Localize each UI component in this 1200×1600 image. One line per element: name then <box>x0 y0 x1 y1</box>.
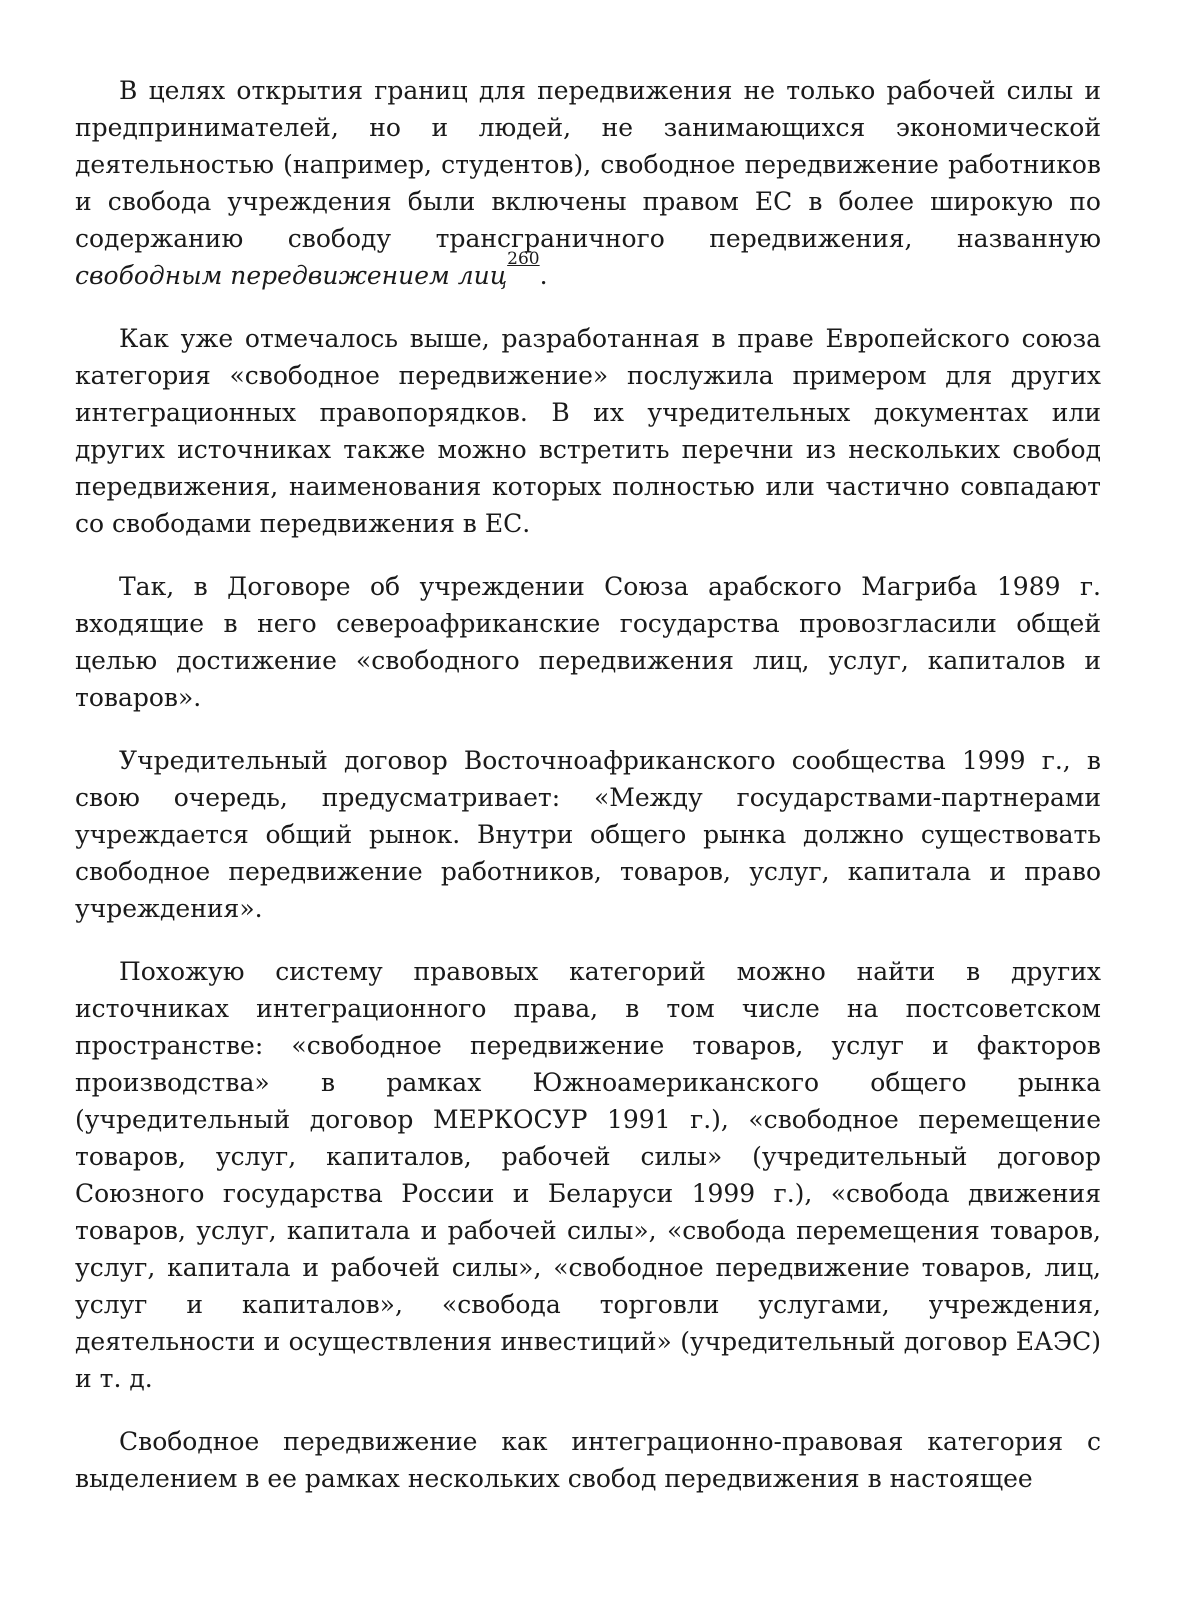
paragraph-4: Учредительный договор Восточноафриканского сообщества 1999 г., в свою очередь, предусматривает: «Между государствами-партнерами учреждается общий рынок. Внутри общего рынка должно существовать свободное передвижение работников, товаров, услуг, капитала и право учреждения». <box>75 746 1101 923</box>
document-page <box>75 72 1101 1497</box>
paragraph-1 <box>75 72 1101 294</box>
paragraph-3: Так, в Договоре об учреждении Союза арабского Магриба 1989 г. входящие в него североафриканские государства провозгласили общей целью достижение «свободного передвижения лиц, услуг, капиталов и товаров». <box>75 572 1101 712</box>
paragraph-6: Свободное передвижение как интеграционно-правовая категория с выделением в ее рамках нескольких свобод передвижения в настоящее <box>75 1427 1101 1493</box>
paragraph-1-text: В целях открытия границ для передвижения не только рабочей силы и предпринимателей, но и людей, не занимающихся экономической деятельностью (например, студентов), свободное передвижение работников и свобода учреждения были включены правом ЕС в более широкую по содержанию свободу трансграничного передвижения, названную <box>75 76 1101 253</box>
paragraph-5: Похожую систему правовых категорий можно найти в других источниках интеграционного права, в том числе на постсоветском пространстве: «свободное передвижение товаров, услуг и факторов производства» в рамках Южноамериканского общего рынка (учредительный договор МЕРКОСУР 1991 г.), «свободное перемещение товаров, услуг, капиталов, рабочей силы» (учредительный договор Союзного государства России и Беларуси 1999 г.), «свобода движения товаров, услуг, капитала и рабочей силы», «свобода перемещения товаров, услуг, капитала и рабочей силы», «свободное передвижение товаров, лиц, услуг и капиталов», «свобода торговли услугами, учреждения, деятельности и осуществления инвестиций» (учредительный договор ЕАЭС) и т. д. <box>75 957 1101 1393</box>
paragraph-1-end: . <box>539 261 548 290</box>
paragraph-1-emphasis: свободным передвижением лиц <box>75 261 508 290</box>
footnote-reference[interactable]: 260 <box>507 248 540 269</box>
paragraph-2: Как уже отмечалось выше, разработанная в праве Европейского союза категория «свободное передвижение» послужила примером для других интеграционных правопорядков. В их учредительных документах или других источниках также можно встретить перечни из нескольких свобод передвижения, наименования которых полностью или частично совпадают со свободами передвижения в ЕС. <box>75 324 1101 538</box>
